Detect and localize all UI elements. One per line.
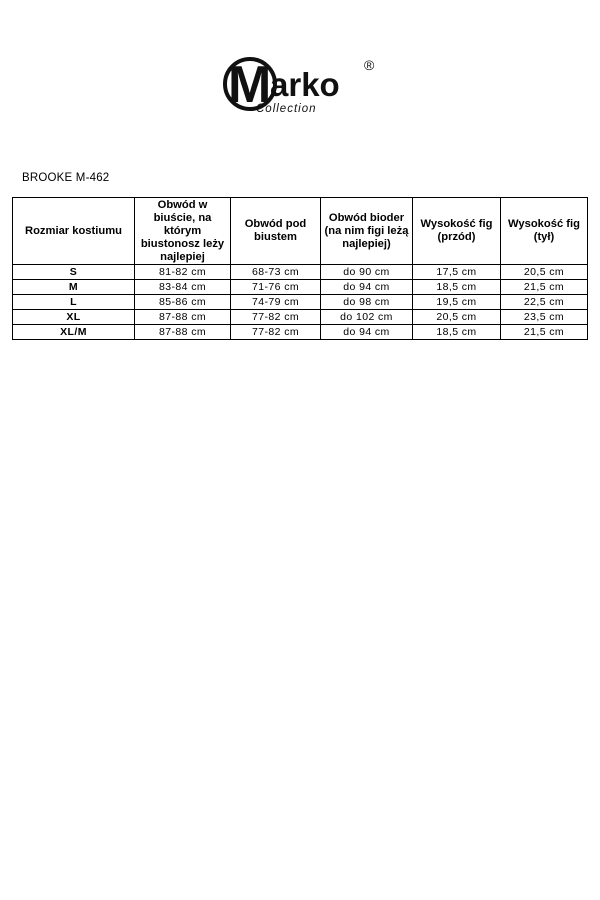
back-height-cell: 22,5 cm [501, 295, 588, 310]
front-height-cell: 18,5 cm [413, 280, 501, 295]
header-briefs-height-back: Wysokość fig (tył) [501, 198, 588, 265]
table-row [13, 295, 588, 310]
brand-logo-subtitle: Collection [256, 103, 317, 115]
hips-cell: do 94 cm [321, 325, 413, 340]
header-size: Rozmiar kostiumu [13, 198, 135, 265]
table-row [13, 280, 588, 295]
underbust-cell: 77-82 cm [231, 325, 321, 340]
front-height-cell: 19,5 cm [413, 295, 501, 310]
hips-cell: do 94 cm [321, 280, 413, 295]
brand-logo-wordmark: arko [270, 66, 340, 103]
brand-logo [218, 48, 388, 120]
size-cell: M [13, 280, 135, 295]
table-header-row [13, 198, 588, 265]
underbust-cell: 74-79 cm [231, 295, 321, 310]
hips-cell: do 102 cm [321, 310, 413, 325]
header-briefs-height-front: Wysokość fig (przód) [413, 198, 501, 265]
underbust-cell: 68-73 cm [231, 265, 321, 280]
table-row [13, 310, 588, 325]
table-row [13, 265, 588, 280]
brand-logo-registered-mark: ® [364, 57, 375, 73]
product-code: BROOKE M-462 [22, 172, 110, 184]
header-bust: Obwód w biuście, na którym biustonosz leży najlepiej [135, 198, 231, 265]
front-height-cell: 20,5 cm [413, 310, 501, 325]
size-cell: L [13, 295, 135, 310]
brand-logo-graphic [218, 48, 388, 120]
bust-cell: 85-86 cm [135, 295, 231, 310]
bust-cell: 83-84 cm [135, 280, 231, 295]
hips-cell: do 98 cm [321, 295, 413, 310]
bust-cell: 81-82 cm [135, 265, 231, 280]
back-height-cell: 23,5 cm [501, 310, 588, 325]
size-cell: XL/M [13, 325, 135, 340]
brand-logo-initial: M [228, 56, 272, 114]
back-height-cell: 20,5 cm [501, 265, 588, 280]
bust-cell: 87-88 cm [135, 310, 231, 325]
header-underbust: Obwód pod biustem [231, 198, 321, 265]
back-height-cell: 21,5 cm [501, 325, 588, 340]
hips-cell: do 90 cm [321, 265, 413, 280]
front-height-cell: 17,5 cm [413, 265, 501, 280]
back-height-cell: 21,5 cm [501, 280, 588, 295]
table-row [13, 325, 588, 340]
front-height-cell: 18,5 cm [413, 325, 501, 340]
underbust-cell: 77-82 cm [231, 310, 321, 325]
header-hips: Obwód bioder (na nim figi leżą najlepiej) [321, 198, 413, 265]
size-chart-table [12, 197, 588, 340]
size-cell: XL [13, 310, 135, 325]
size-cell: S [13, 265, 135, 280]
bust-cell: 87-88 cm [135, 325, 231, 340]
underbust-cell: 71-76 cm [231, 280, 321, 295]
